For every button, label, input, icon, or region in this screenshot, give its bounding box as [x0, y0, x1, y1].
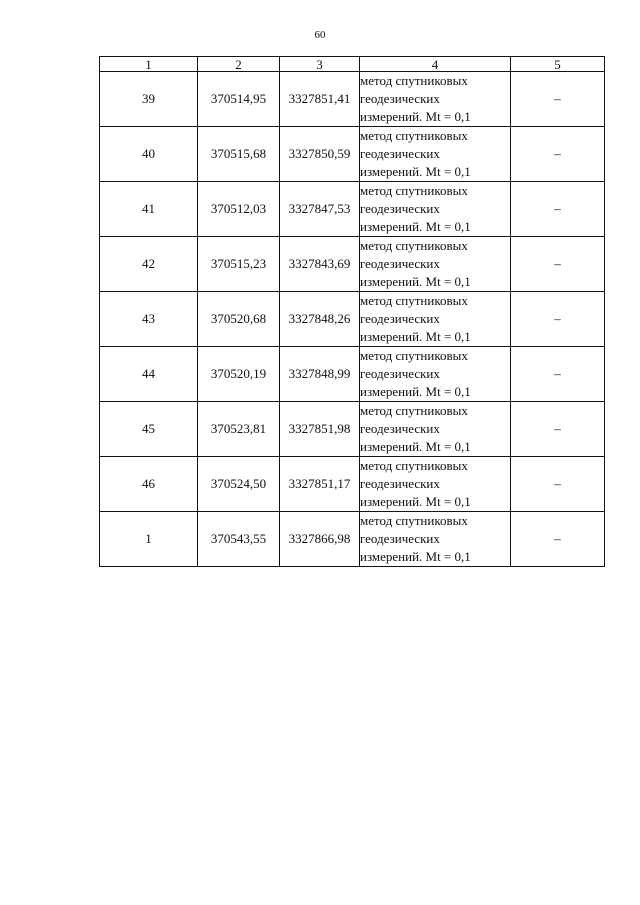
column-header-1: 1: [100, 57, 198, 72]
table-row: [100, 237, 605, 292]
table-row: [100, 402, 605, 457]
coordinate-x: 370515,23: [198, 237, 280, 292]
note-cell: –: [511, 347, 605, 402]
coordinate-x: 370523,81: [198, 402, 280, 457]
coordinate-x: 370520,19: [198, 347, 280, 402]
coordinate-y: 3327851,17: [280, 457, 360, 512]
method-cell: [360, 457, 511, 512]
table-row: [100, 127, 605, 182]
point-number: 44: [100, 347, 198, 402]
method-cell: [360, 237, 511, 292]
coordinate-x: 370514,95: [198, 72, 280, 127]
table-header-row: [100, 57, 605, 72]
table-row: [100, 292, 605, 347]
column-header-5: 5: [511, 57, 605, 72]
coordinate-x: 370543,55: [198, 512, 280, 567]
coordinate-y: 3327851,41: [280, 72, 360, 127]
column-header-4: 4: [360, 57, 511, 72]
method-text: метод спутниковых геодезических измерений. Mt = 0,1: [360, 458, 471, 509]
coordinate-y: 3327850,59: [280, 127, 360, 182]
point-number: 43: [100, 292, 198, 347]
coordinate-x: 370512,03: [198, 182, 280, 237]
table-row: [100, 182, 605, 237]
coordinate-x: 370520,68: [198, 292, 280, 347]
method-cell: [360, 347, 511, 402]
column-header-2: 2: [198, 57, 280, 72]
method-cell: [360, 182, 511, 237]
method-text: метод спутниковых геодезических измерений. Mt = 0,1: [360, 348, 471, 399]
table-row: [100, 457, 605, 512]
point-number: 1: [100, 512, 198, 567]
note-cell: –: [511, 72, 605, 127]
note-cell: –: [511, 457, 605, 512]
method-text: метод спутниковых геодезических измерений. Mt = 0,1: [360, 238, 471, 289]
coordinate-y: 3327851,98: [280, 402, 360, 457]
coordinate-y: 3327866,98: [280, 512, 360, 567]
method-text: метод спутниковых геодезических измерений. Mt = 0,1: [360, 128, 471, 179]
coordinate-y: 3327847,53: [280, 182, 360, 237]
method-cell: [360, 292, 511, 347]
table-row: [100, 72, 605, 127]
coordinate-x: 370524,50: [198, 457, 280, 512]
point-number: 45: [100, 402, 198, 457]
table-row: [100, 512, 605, 567]
note-cell: –: [511, 292, 605, 347]
point-number: 46: [100, 457, 198, 512]
table-row: [100, 347, 605, 402]
method-cell: [360, 402, 511, 457]
coordinate-y: 3327843,69: [280, 237, 360, 292]
method-cell: [360, 512, 511, 567]
page-number: 60: [314, 29, 326, 41]
point-number: 41: [100, 182, 198, 237]
note-cell: –: [511, 512, 605, 567]
method-text: метод спутниковых геодезических измерений. Mt = 0,1: [360, 183, 471, 234]
note-cell: –: [511, 127, 605, 182]
method-text: метод спутниковых геодезических измерений. Mt = 0,1: [360, 293, 471, 344]
note-cell: –: [511, 182, 605, 237]
method-text: метод спутниковых геодезических измерений. Mt = 0,1: [360, 403, 471, 454]
coordinates-table: [99, 56, 605, 567]
method-text: метод спутниковых геодезических измерений. Mt = 0,1: [360, 513, 471, 564]
column-header-3: 3: [280, 57, 360, 72]
note-cell: –: [511, 402, 605, 457]
method-cell: [360, 127, 511, 182]
note-cell: –: [511, 237, 605, 292]
method-cell: [360, 72, 511, 127]
point-number: 39: [100, 72, 198, 127]
point-number: 40: [100, 127, 198, 182]
coordinate-y: 3327848,99: [280, 347, 360, 402]
coordinate-x: 370515,68: [198, 127, 280, 182]
point-number: 42: [100, 237, 198, 292]
coordinate-y: 3327848,26: [280, 292, 360, 347]
method-text: метод спутниковых геодезических измерений. Mt = 0,1: [360, 73, 471, 124]
